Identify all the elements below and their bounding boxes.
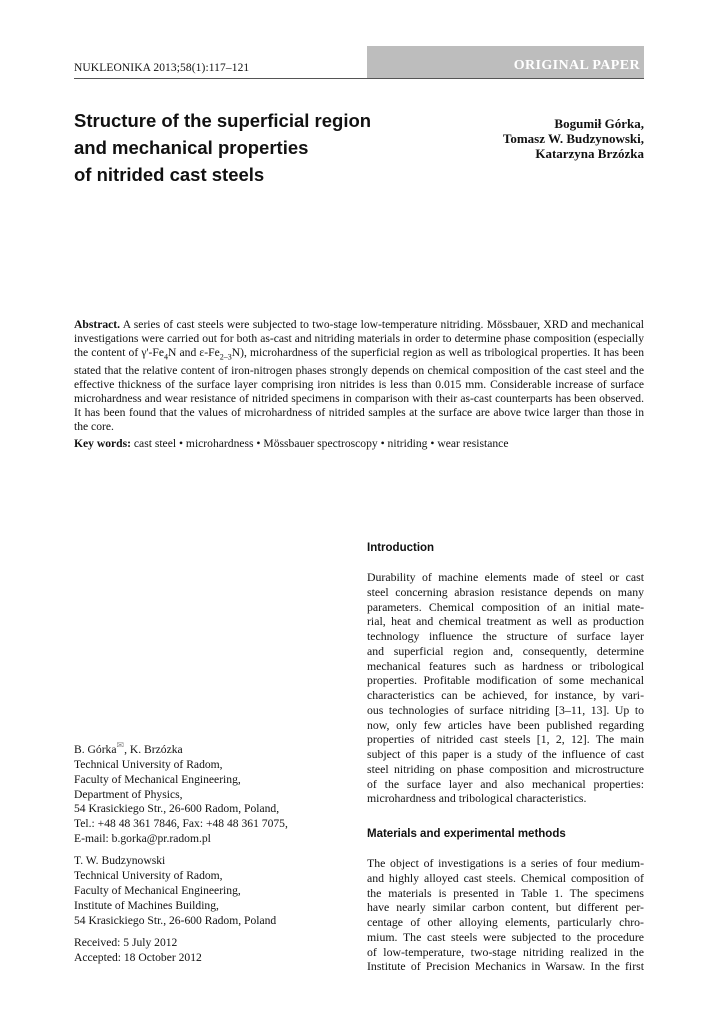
abstract-text: N and ε-Fe: [168, 345, 220, 359]
author-name: T. W. Budzynowski: [74, 854, 166, 868]
text-line: rial, heat and chemical treatment as well as production: [367, 614, 644, 629]
title-line: of nitrided cast steels: [74, 164, 265, 185]
text-line: microhardness and tribological characteristics.: [367, 791, 587, 806]
affiliation-block: [74, 854, 354, 929]
envelope-icon: ✉: [116, 740, 125, 750]
dates-block: [74, 936, 354, 966]
right-column: [367, 542, 644, 974]
affiliation-line: Technical University of Radom,: [74, 757, 223, 771]
abstract-label: Abstract.: [74, 318, 121, 331]
text-line: have nearly similar carbon content, but different per-: [367, 900, 644, 915]
text-line: Institute of Precision Mechanics in Warsaw. In the first: [367, 959, 644, 974]
text-line: centage of other alloying elements, particularly chro-: [367, 915, 644, 929]
text-line: now, only few articles have been published regarding: [367, 717, 644, 732]
text-line: The object of investigations is a series of four medium-: [367, 856, 644, 870]
author: Katarzyna Brzózka: [535, 146, 644, 161]
text-line: steel nitriding on phase composition and microstructure: [367, 761, 644, 776]
affiliation-line: Faculty of Mechanical Engineering,: [74, 772, 241, 786]
abstract-text: N), microhardness of the superficial region as well as tribological properties. It has been stated that the relative content of iron-nitrogen phases strongly depends on chemical composition of the cast steel and the effective thickness of the surface layer comprising iron nitrides is less than 0.015 mm. Considerable increase of surface microhardness and wear resistance of nitrided specimens in comparison with their as-cast counterparts has been observed. It has been found that the values of microhardness of nitrided samples at the surface are above twice larger than those in the core.: [74, 345, 645, 433]
article-type-label: ORIGINAL PAPER: [513, 58, 640, 73]
text-line: ous technologies of surface nitriding [3–11, 13]. Up to: [367, 702, 644, 717]
text-line: and highly alloyed cast steels. Chemical composition of: [367, 870, 644, 885]
header-rule: [74, 78, 644, 79]
abstract-text: A series of cast steels were subjected to two-stage low-temperature nitriding. Mössbauer, XRD and mechanical investigations were carried out for both as-cast and nitriding materials in order to determine phase composition (especially the content of γ'-Fe: [74, 318, 644, 359]
affiliation-line: 54 Krasickiego Str., 26-600 Radom, Poland: [74, 913, 277, 927]
paper-title: [74, 107, 404, 188]
subscript: 4: [164, 352, 169, 362]
journal-reference: NUKLEONIKA 2013;58(1):117–121: [74, 62, 250, 74]
text-line: of the surface layer and also mechanical properties:: [367, 776, 644, 791]
author-name: , K. Brzózka: [124, 742, 183, 756]
accepted-date: Accepted: 18 October 2012: [74, 950, 202, 964]
author: Bogumił Górka,: [554, 116, 644, 131]
received-date: Received: 5 July 2012: [74, 935, 178, 949]
author-name: B. Górka: [74, 742, 117, 756]
email: E-mail: b.gorka@pr.radom.pl: [74, 832, 211, 846]
subscript: 2–3: [219, 352, 232, 362]
text-line: and superficial region and, consequently, determine: [367, 643, 644, 658]
affiliation-line: Technical University of Radom,: [74, 869, 223, 883]
introduction-paragraph: [367, 570, 644, 806]
title-line: and mechanical properties: [74, 137, 309, 158]
affiliation-line: Tel.: +48 48 361 7846, Fax: +48 48 361 7075,: [74, 817, 288, 831]
affiliation-line: Institute of Machines Building,: [74, 898, 219, 912]
methods-paragraph: [367, 856, 644, 974]
keywords-text: cast steel • microhardness • Mössbauer spectroscopy • nitriding • wear resistance: [131, 437, 509, 450]
text-line: properties of nitrided cast steels [1, 2, 12]. The main: [367, 732, 644, 747]
text-line: of low-temperature, two-stage nitriding realized in the: [367, 944, 644, 959]
affiliations: [74, 738, 354, 973]
text-line: characteristics can be achieved, for instance, by vari-: [367, 688, 644, 702]
abstract: [74, 318, 644, 434]
affiliation-line: 54 Krasickiego Str., 26-600 Radom, Poland,: [74, 802, 280, 816]
text-line: mium. The cast steels were subjected to the procedure: [367, 929, 644, 944]
text-line: parameters. Chemical composition of an initial mate-: [367, 599, 644, 614]
author-list: [503, 116, 644, 161]
affiliation-line: Department of Physics,: [74, 787, 183, 801]
text-line: technology influence the structure of surface layer: [367, 629, 644, 643]
article-type-badge: [367, 46, 644, 78]
text-line: subject of this paper is a study of the influence of cast: [367, 747, 644, 761]
text-line: mechanical features such as hardness or tribological: [367, 658, 644, 673]
section-heading-methods: Materials and experimental methods: [367, 828, 566, 840]
affiliation-block: [74, 738, 354, 847]
text-line: Durability of machine elements made of steel or cast: [367, 570, 644, 584]
title-line: Structure of the superficial region: [74, 110, 372, 131]
text-line: steel concerning abrasion resistance depends on many: [367, 584, 644, 599]
text-line: properties. Profitable modification of some mechanical: [367, 673, 644, 688]
keywords-label: Key words:: [74, 437, 131, 450]
author: Tomasz W. Budzynowski,: [502, 131, 644, 146]
keywords: [74, 437, 644, 450]
text-line: the materials is presented in Table 1. The specimens: [367, 885, 644, 900]
affiliation-line: Faculty of Mechanical Engineering,: [74, 884, 241, 898]
section-heading-introduction: Introduction: [367, 542, 435, 554]
